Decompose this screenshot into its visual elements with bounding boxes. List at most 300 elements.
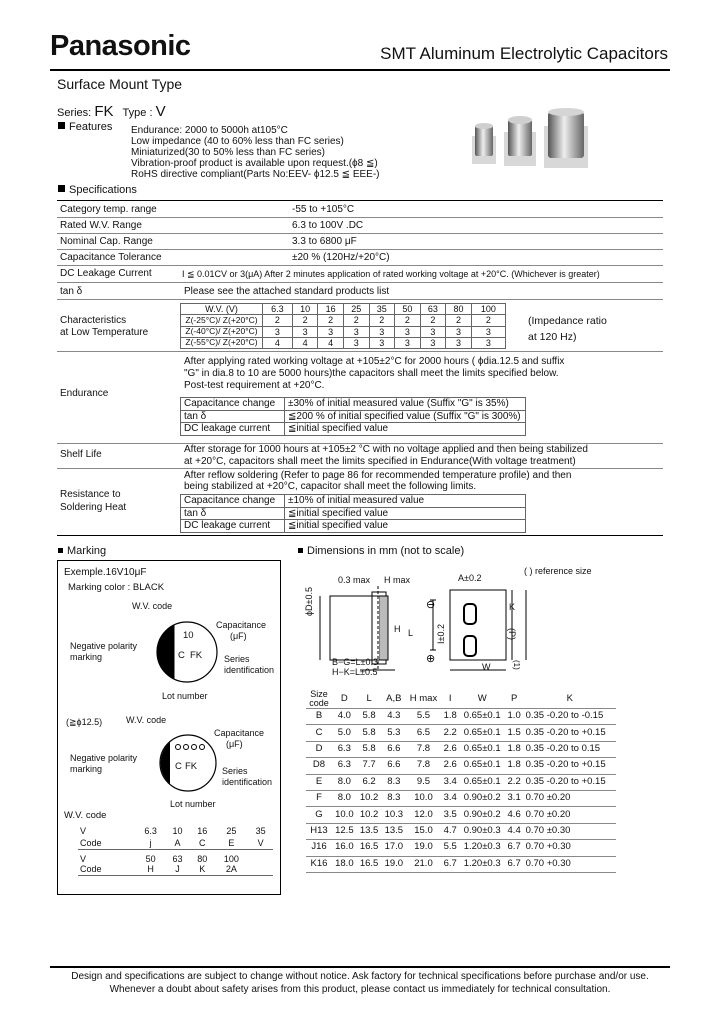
wv-code-cell: 63 xyxy=(172,853,183,864)
footer-line: Design and specifications are subject to change without notice. Ask factory for technical specifications before purchase and/or use. xyxy=(71,971,649,982)
negative-polarity-label: Negative polarity xyxy=(70,641,138,651)
features-list xyxy=(131,125,380,180)
dimensions-cell: 1.8 xyxy=(505,758,524,774)
marking-cap-value: 10 xyxy=(183,630,194,641)
endurance-cell: ±30% of initial measured value (Suffix "G" is 35%) xyxy=(285,398,526,411)
wv-code-cell: 50 xyxy=(145,853,156,864)
feature-item: Endurance: 2000 to 5000h at105°C xyxy=(131,125,288,136)
low-temp-header-cell: 10 xyxy=(292,304,318,315)
dimensions-cell: E xyxy=(306,774,332,790)
dimensions-header-row xyxy=(306,690,616,709)
impedance-note: (Impedance ratio xyxy=(528,315,607,327)
dim-label: L xyxy=(408,628,414,638)
wv-code-label: W.V. code xyxy=(132,601,173,611)
endurance-text: Post-test requirement at +20°C. xyxy=(184,380,325,391)
low-temp-cell: 3 xyxy=(446,326,472,337)
dimensions-cell: 3.1 xyxy=(505,790,524,806)
low-temp-cell: 2 xyxy=(471,315,505,326)
wv-code-cell: 35 xyxy=(255,825,266,836)
dimensions-cell: H13 xyxy=(306,823,332,839)
dimensions-cell: 16.0 xyxy=(332,840,357,856)
spec-label: Capacitance Tolerance xyxy=(60,252,162,263)
dimensions-cell: 8.3 xyxy=(381,774,406,790)
series-id-label: Series xyxy=(222,766,248,776)
dimensions-header-cell: L xyxy=(366,692,372,704)
endurance-cell: ≦200 % of initial specified value (Suffix "G" is 300%) xyxy=(285,410,526,423)
low-temp-header-cell: 50 xyxy=(395,304,421,315)
dimensions-cell: 17.0 xyxy=(381,840,406,856)
dimensions-cell: 5.5 xyxy=(406,709,441,725)
feature-item: Vibration-proof product is available upon request.(ϕ8 ≦) xyxy=(131,158,378,169)
low-temp-cell: 3 xyxy=(263,326,293,337)
dimensions-cell: 6.6 xyxy=(381,741,406,757)
endurance-row xyxy=(181,410,526,423)
marking-code-c: C xyxy=(178,650,185,661)
dimensions-cell: 6.2 xyxy=(357,774,382,790)
negative-polarity-label: marking xyxy=(70,652,103,662)
wv-code-row xyxy=(78,849,273,864)
dimensions-cell: 3.5 xyxy=(441,807,460,823)
dimensions-cell: 8.0 xyxy=(332,790,357,806)
capacitor-product-image xyxy=(468,108,598,170)
resistance-cell: tan δ xyxy=(181,507,285,520)
dimensions-cell: 12.5 xyxy=(332,823,357,839)
row-divider xyxy=(57,351,663,352)
header-rule xyxy=(50,69,670,71)
endurance-cell: ≦initial specified value xyxy=(285,423,526,436)
spec-value: Please see the attached standard products list xyxy=(184,286,390,297)
dimensions-cell: 1.20±0.3 xyxy=(460,856,505,872)
resistance-label: Resistance to xyxy=(60,489,121,500)
dimensions-cell: 21.0 xyxy=(406,856,441,872)
resistance-label: Soldering Heat xyxy=(60,502,127,513)
dimensions-cell: 4.4 xyxy=(505,823,524,839)
series-id-label: identification xyxy=(222,777,273,787)
lot-number-label: Lot number xyxy=(170,799,216,809)
low-temp-cell: 3 xyxy=(343,338,369,349)
dimensions-row xyxy=(306,856,616,872)
feature-item: RoHS directive compliant(Parts No:EEV- ϕ12.5 ≦ EEE-) xyxy=(131,169,380,180)
wv-code-row xyxy=(78,864,273,876)
dim-label: A±0.2 xyxy=(458,573,482,583)
resistance-row xyxy=(181,495,526,508)
spec-label: DC Leakage Current xyxy=(60,268,152,279)
row-divider xyxy=(57,282,663,283)
shelf-label: Shelf Life xyxy=(60,449,102,460)
dimensions-cell: 3.4 xyxy=(441,790,460,806)
dimensions-cell: 0.65±0.1 xyxy=(460,741,505,757)
dim-label: (1) xyxy=(512,660,521,670)
dimensions-row xyxy=(306,823,616,839)
dimensions-cell: 0.65±0.1 xyxy=(460,758,505,774)
low-temp-table xyxy=(180,303,506,349)
spec-value: ±20 % (120Hz/+20°C) xyxy=(292,252,390,263)
low-temp-cell: 3 xyxy=(395,338,421,349)
dimensions-cell: 4.7 xyxy=(441,823,460,839)
row-divider xyxy=(57,217,663,218)
series-id-label: identification xyxy=(224,665,275,675)
wv-code-cell xyxy=(248,849,273,864)
low-temp-row xyxy=(181,338,506,349)
low-temp-header-cell: 6.3 xyxy=(263,304,293,315)
wv-code-cell: H xyxy=(136,864,165,876)
bullet-square-icon xyxy=(58,548,63,553)
low-temp-cell: 2 xyxy=(420,315,446,326)
wv-code-label: W.V. code xyxy=(126,715,167,725)
dimensions-cell: 4.3 xyxy=(381,709,406,725)
dimensions-cell: B xyxy=(306,709,332,725)
marking-box xyxy=(57,560,281,895)
dimensions-header-cell: P xyxy=(510,692,518,704)
row-divider xyxy=(57,233,663,234)
low-temp-row xyxy=(181,326,506,337)
dimensions-cell: 6.7 xyxy=(441,856,460,872)
dimensions-cell: 0.65±0.1 xyxy=(460,725,505,741)
dimensions-cell: 9.5 xyxy=(406,774,441,790)
dimensions-cell: 0.70 +0.30 xyxy=(524,856,616,872)
endurance-row xyxy=(181,423,526,436)
resistance-cell: Capacitance change xyxy=(181,495,285,508)
low-temp-cell: 2 xyxy=(292,315,318,326)
dim-label: W xyxy=(482,662,491,672)
brand-logo: Panasonic xyxy=(50,30,191,62)
dimensions-cell: 0.35 -0.20 to +0.15 xyxy=(524,758,616,774)
endurance-cell: DC leakage current xyxy=(181,423,285,436)
low-temp-cell: 3 xyxy=(292,326,318,337)
bullet-square-icon xyxy=(58,122,65,129)
endurance-text: "G" in dia.8 to 10 are 5000 hours)the capacitors shall meet the limits specified below. xyxy=(184,368,559,379)
wv-code-cell: J xyxy=(165,864,190,876)
wv-code-cell: A xyxy=(165,837,190,849)
dimensions-cell: 0.35 -0.20 to -0.15 xyxy=(524,709,616,725)
low-temp-cell: 3 xyxy=(318,326,344,337)
dimensions-cell: 1.8 xyxy=(505,741,524,757)
endurance-label: Endurance xyxy=(60,388,109,399)
row-divider xyxy=(57,299,663,300)
spec-value: -55 to +105°C xyxy=(292,204,355,215)
resistance-row xyxy=(181,507,526,520)
dimensions-cell: 0.65±0.1 xyxy=(460,709,505,725)
footer xyxy=(50,966,670,996)
dimensions-cell: 8.3 xyxy=(381,790,406,806)
dimensions-header-cell: A,B xyxy=(386,692,402,704)
dimensions-cell: 10.0 xyxy=(406,790,441,806)
dimensions-row xyxy=(306,807,616,823)
wv-code-cell: Code xyxy=(78,837,136,849)
wv-code-cell: 25 xyxy=(226,825,237,836)
resistance-cell: ≦initial specified value xyxy=(285,520,526,533)
dimensions-cell: 5.8 xyxy=(357,709,382,725)
endurance-row xyxy=(181,398,526,411)
type-value: V xyxy=(155,103,166,120)
low-temp-cell: 3 xyxy=(343,326,369,337)
dimensions-heading: Dimensions in mm (not to scale) xyxy=(298,545,464,558)
dimensions-cell: F xyxy=(306,790,332,806)
dim-label: (P) xyxy=(507,628,517,640)
row-divider xyxy=(57,249,663,250)
dim-label: K xyxy=(509,602,516,612)
lowtemp-label: Characteristics xyxy=(60,315,127,326)
dimensions-cell: 5.8 xyxy=(357,725,382,741)
lot-number-label: Lot number xyxy=(162,691,208,701)
low-temp-cell: 2 xyxy=(446,315,472,326)
low-temp-cell: 4 xyxy=(318,338,344,349)
dimensions-cell: G xyxy=(306,807,332,823)
dimensions-cell: 0.90±0.3 xyxy=(460,823,505,839)
dimensions-cell: 10.3 xyxy=(381,807,406,823)
dimensions-cell: 19.0 xyxy=(381,856,406,872)
dimensions-cell: 6.3 xyxy=(332,741,357,757)
resistance-text: After reflow soldering (Refer to page 86 for recommended temperature profile) and then xyxy=(184,470,572,481)
dimensions-cell: 7.7 xyxy=(357,758,382,774)
spec-label: Nominal Cap. Range xyxy=(60,236,153,247)
wv-code-row xyxy=(78,825,273,837)
features-heading: Features xyxy=(58,121,112,134)
wv-code-cell: 100 xyxy=(223,853,239,864)
endurance-cell: tan δ xyxy=(181,410,285,423)
dimensions-cell: 1.0 xyxy=(505,709,524,725)
low-temp-header-cell: W.V. (V) xyxy=(181,304,263,315)
shelf-text: After storage for 1000 hours at +105±2 °C with no voltage applied and then being stabilized xyxy=(184,444,588,455)
dimensions-cell: 10.0 xyxy=(332,807,357,823)
row-divider xyxy=(57,468,663,469)
dim-label: ϕD±0.5 xyxy=(304,587,314,616)
wv-code-cell xyxy=(248,864,273,876)
capacitance-unit: (μF) xyxy=(230,631,247,641)
dimensions-cell: 3.4 xyxy=(441,774,460,790)
dimensions-cell: 5.3 xyxy=(381,725,406,741)
dimensions-cell: 6.7 xyxy=(505,856,524,872)
bullet-square-icon xyxy=(58,185,65,192)
spec-value: 3.3 to 6800 μF xyxy=(292,236,357,247)
spec-label: Category temp. range xyxy=(60,204,157,215)
dimensions-cell: 1.5 xyxy=(505,725,524,741)
low-temp-cell: 3 xyxy=(420,338,446,349)
marking-code-fk: FK xyxy=(185,761,198,772)
wv-code-cell: V xyxy=(248,837,273,849)
dimensions-cell: 0.90±0.2 xyxy=(460,807,505,823)
spec-label: Rated W.V. Range xyxy=(60,220,142,231)
dimensions-cell: 0.70 ±0.30 xyxy=(524,823,616,839)
feature-item: Low impedance (40 to 60% less than FC series) xyxy=(131,136,344,147)
low-temp-header-cell: 35 xyxy=(369,304,395,315)
wv-code-cell: 80 xyxy=(197,853,208,864)
low-temp-cell: 2 xyxy=(343,315,369,326)
dimensions-cell: 2.6 xyxy=(441,758,460,774)
dim-label: H−K=L±0.5 xyxy=(332,667,378,677)
dimensions-cell: 0.35 -0.20 to +0.15 xyxy=(524,725,616,741)
footer-line: Whenever a doubt about safety arises from this product, please contact us immediately for technical consultation. xyxy=(109,984,611,995)
resistance-cell: DC leakage current xyxy=(181,520,285,533)
low-temp-header-cell: 63 xyxy=(420,304,446,315)
resistance-cell: ±10% of initial measured value xyxy=(285,495,526,508)
dimensions-cell: 6.7 xyxy=(505,840,524,856)
low-temp-header-row xyxy=(181,304,506,315)
document-title: SMT Aluminum Electrolytic Capacitors xyxy=(380,44,668,63)
wv-code-cell: K xyxy=(190,864,215,876)
dimensions-cell: 18.0 xyxy=(332,856,357,872)
dimensions-cell: 0.70 +0.30 xyxy=(524,840,616,856)
dimensions-cell: 6.6 xyxy=(381,758,406,774)
low-temp-header-cell: 80 xyxy=(446,304,472,315)
dimensions-cell: D8 xyxy=(306,758,332,774)
dimensions-header-cell: Size code xyxy=(309,689,329,708)
endurance-cell: Capacitance change xyxy=(181,398,285,411)
dimensions-header-cell: I xyxy=(448,692,452,704)
series-label: Series: xyxy=(57,107,92,119)
dimensions-cell: 4.6 xyxy=(505,807,524,823)
dimensions-cell: 0.90±0.2 xyxy=(460,790,505,806)
row-divider xyxy=(57,265,663,266)
low-temp-cell: 2 xyxy=(318,315,344,326)
dimensions-row xyxy=(306,725,616,741)
capacitance-label: Capacitance xyxy=(216,620,267,630)
low-temp-cell: 3 xyxy=(369,338,395,349)
dimensions-row xyxy=(306,790,616,806)
dimensions-table xyxy=(306,690,616,873)
dimensions-row xyxy=(306,774,616,790)
dimensions-cell: 2.2 xyxy=(441,725,460,741)
low-temp-cell: Z(-40°C)/ Z(+20°C) xyxy=(181,326,263,337)
spec-value: 6.3 to 100V .DC xyxy=(292,220,364,231)
spec-value: I ≦ 0.01CV or 3(μA) After 2 minutes application of rated working voltage at +20°C. (Whichever is greater) xyxy=(182,269,600,279)
page-subtitle: Surface Mount Type xyxy=(57,76,183,92)
capacitance-label: Capacitance xyxy=(214,728,265,738)
wv-code-table xyxy=(78,825,273,876)
dimensions-cell: 10.2 xyxy=(357,807,382,823)
dim-label: H max xyxy=(384,575,411,585)
dimensions-cell: 5.8 xyxy=(357,741,382,757)
spec-label: tan δ xyxy=(60,286,83,297)
dimensions-cell: C xyxy=(306,725,332,741)
dimensions-cell: 7.8 xyxy=(406,741,441,757)
resistance-cell: ≦initial specified value xyxy=(285,507,526,520)
marking-code-fk: FK xyxy=(190,650,203,661)
dimensions-cell: 19.0 xyxy=(406,840,441,856)
wv-code-cell: 2A xyxy=(215,864,249,876)
low-temp-cell: 2 xyxy=(369,315,395,326)
low-temp-cell: 3 xyxy=(420,326,446,337)
negative-polarity-label: marking xyxy=(70,764,103,774)
wv-code-cell: Code xyxy=(78,864,136,876)
dim-label: B−G=L±0.3 xyxy=(332,657,378,667)
dimensions-cell: 8.0 xyxy=(332,774,357,790)
wv-code-cell: 10 xyxy=(172,825,183,836)
spec-bottom-rule xyxy=(57,535,663,536)
large-size-note: (≧ϕ12.5) xyxy=(66,717,103,727)
marking-example: Exemple.16V10μF xyxy=(64,567,147,578)
dimensions-cell: 1.20±0.3 xyxy=(460,840,505,856)
low-temp-cell: Z(-25°C)/ Z(+20°C) xyxy=(181,315,263,326)
impedance-note: at 120 Hz) xyxy=(528,331,577,343)
dimensions-cell: 16.5 xyxy=(357,840,382,856)
reference-size-note: ( ) reference size xyxy=(524,566,592,576)
dimensions-cell: 15.0 xyxy=(406,823,441,839)
low-temp-cell: 2 xyxy=(395,315,421,326)
spec-rule xyxy=(57,200,663,201)
low-temp-cell: 3 xyxy=(471,338,505,349)
resistance-table xyxy=(180,494,526,533)
wv-code-cell: 16 xyxy=(197,825,208,836)
dimensions-cell: 1.8 xyxy=(441,709,460,725)
svg-text:⊖: ⊖ xyxy=(426,599,436,611)
bullet-square-icon xyxy=(298,548,303,553)
low-temp-cell: 3 xyxy=(395,326,421,337)
low-temp-cell: 3 xyxy=(369,326,395,337)
dimensions-header-cell: D xyxy=(340,692,348,704)
dimensions-cell: 0.35 -0.20 to 0.15 xyxy=(524,741,616,757)
feature-item: Miniaturized(30 to 50% less than FC series) xyxy=(131,147,325,158)
dimensions-cell: 13.5 xyxy=(381,823,406,839)
dimensions-cell: 10.2 xyxy=(357,790,382,806)
dimensions-cell: 5.0 xyxy=(332,725,357,741)
dimensions-cell: 6.5 xyxy=(406,725,441,741)
endurance-table xyxy=(180,397,526,436)
low-temp-cell: Z(-55°C)/ Z(+20°C) xyxy=(181,338,263,349)
resistance-text: being stabilized at +20°C, capacitor shall meet the following limits. xyxy=(184,481,477,492)
dimensions-cell: 0.70 ±0.20 xyxy=(524,807,616,823)
dimensions-header-cell: H max xyxy=(409,692,438,704)
dim-label: I±0.2 xyxy=(436,624,446,644)
dimensions-cell: 13.5 xyxy=(357,823,382,839)
dim-label: H xyxy=(394,624,401,634)
dimensions-cell: 7.8 xyxy=(406,758,441,774)
lowtemp-label: at Low Temperature xyxy=(60,327,149,338)
resistance-row xyxy=(181,520,526,533)
wv-code-cell: V xyxy=(80,825,87,836)
negative-polarity-label: Negative polarity xyxy=(70,753,138,763)
wv-code-title: W.V. code xyxy=(64,810,107,821)
marking-heading: Marking xyxy=(58,545,106,558)
wv-code-cell: 6.3 xyxy=(144,825,157,836)
dimensions-cell: 5.5 xyxy=(441,840,460,856)
dimensions-cell: K16 xyxy=(306,856,332,872)
dimensions-cell: 4.0 xyxy=(332,709,357,725)
low-temp-cell: 3 xyxy=(446,338,472,349)
marking-color: Marking color : BLACK xyxy=(68,582,165,593)
wv-code-cell: j xyxy=(136,837,165,849)
low-temp-cell: 2 xyxy=(263,315,293,326)
low-temp-header-cell: 25 xyxy=(343,304,369,315)
dimensions-row xyxy=(306,758,616,774)
dimensions-cell: 12.0 xyxy=(406,807,441,823)
wv-code-row xyxy=(78,837,273,849)
wv-code-cell: E xyxy=(215,837,249,849)
wv-code-cell: V xyxy=(80,853,87,864)
dimensions-cell: 0.70 ±0.20 xyxy=(524,790,616,806)
low-temp-cell: 3 xyxy=(471,326,505,337)
dimensions-cell: J16 xyxy=(306,840,332,856)
type-label: Type : xyxy=(122,107,153,119)
low-temp-row xyxy=(181,315,506,326)
endurance-text: After applying rated working voltage at +105±2°C for 2000 hours ( ϕdia.12.5 and suffix xyxy=(184,356,565,367)
series-id-label: Series xyxy=(224,654,250,664)
dimensions-cell: 2.2 xyxy=(505,774,524,790)
dimensions-cell: 0.35 -0.20 to +0.15 xyxy=(524,774,616,790)
svg-text:⊕: ⊕ xyxy=(426,653,436,665)
dimensions-row xyxy=(306,709,616,725)
dimensions-row xyxy=(306,741,616,757)
low-temp-header-cell: 100 xyxy=(471,304,505,315)
dim-label: 0.3 max xyxy=(338,575,371,585)
dimensions-cell: 6.3 xyxy=(332,758,357,774)
low-temp-header-cell: 16 xyxy=(318,304,344,315)
dimensions-cell: 16.5 xyxy=(357,856,382,872)
dimensions-row xyxy=(306,840,616,856)
marking-code-c: C xyxy=(175,761,182,772)
series-value: FK xyxy=(94,103,114,120)
dimensions-cell: 2.6 xyxy=(441,741,460,757)
